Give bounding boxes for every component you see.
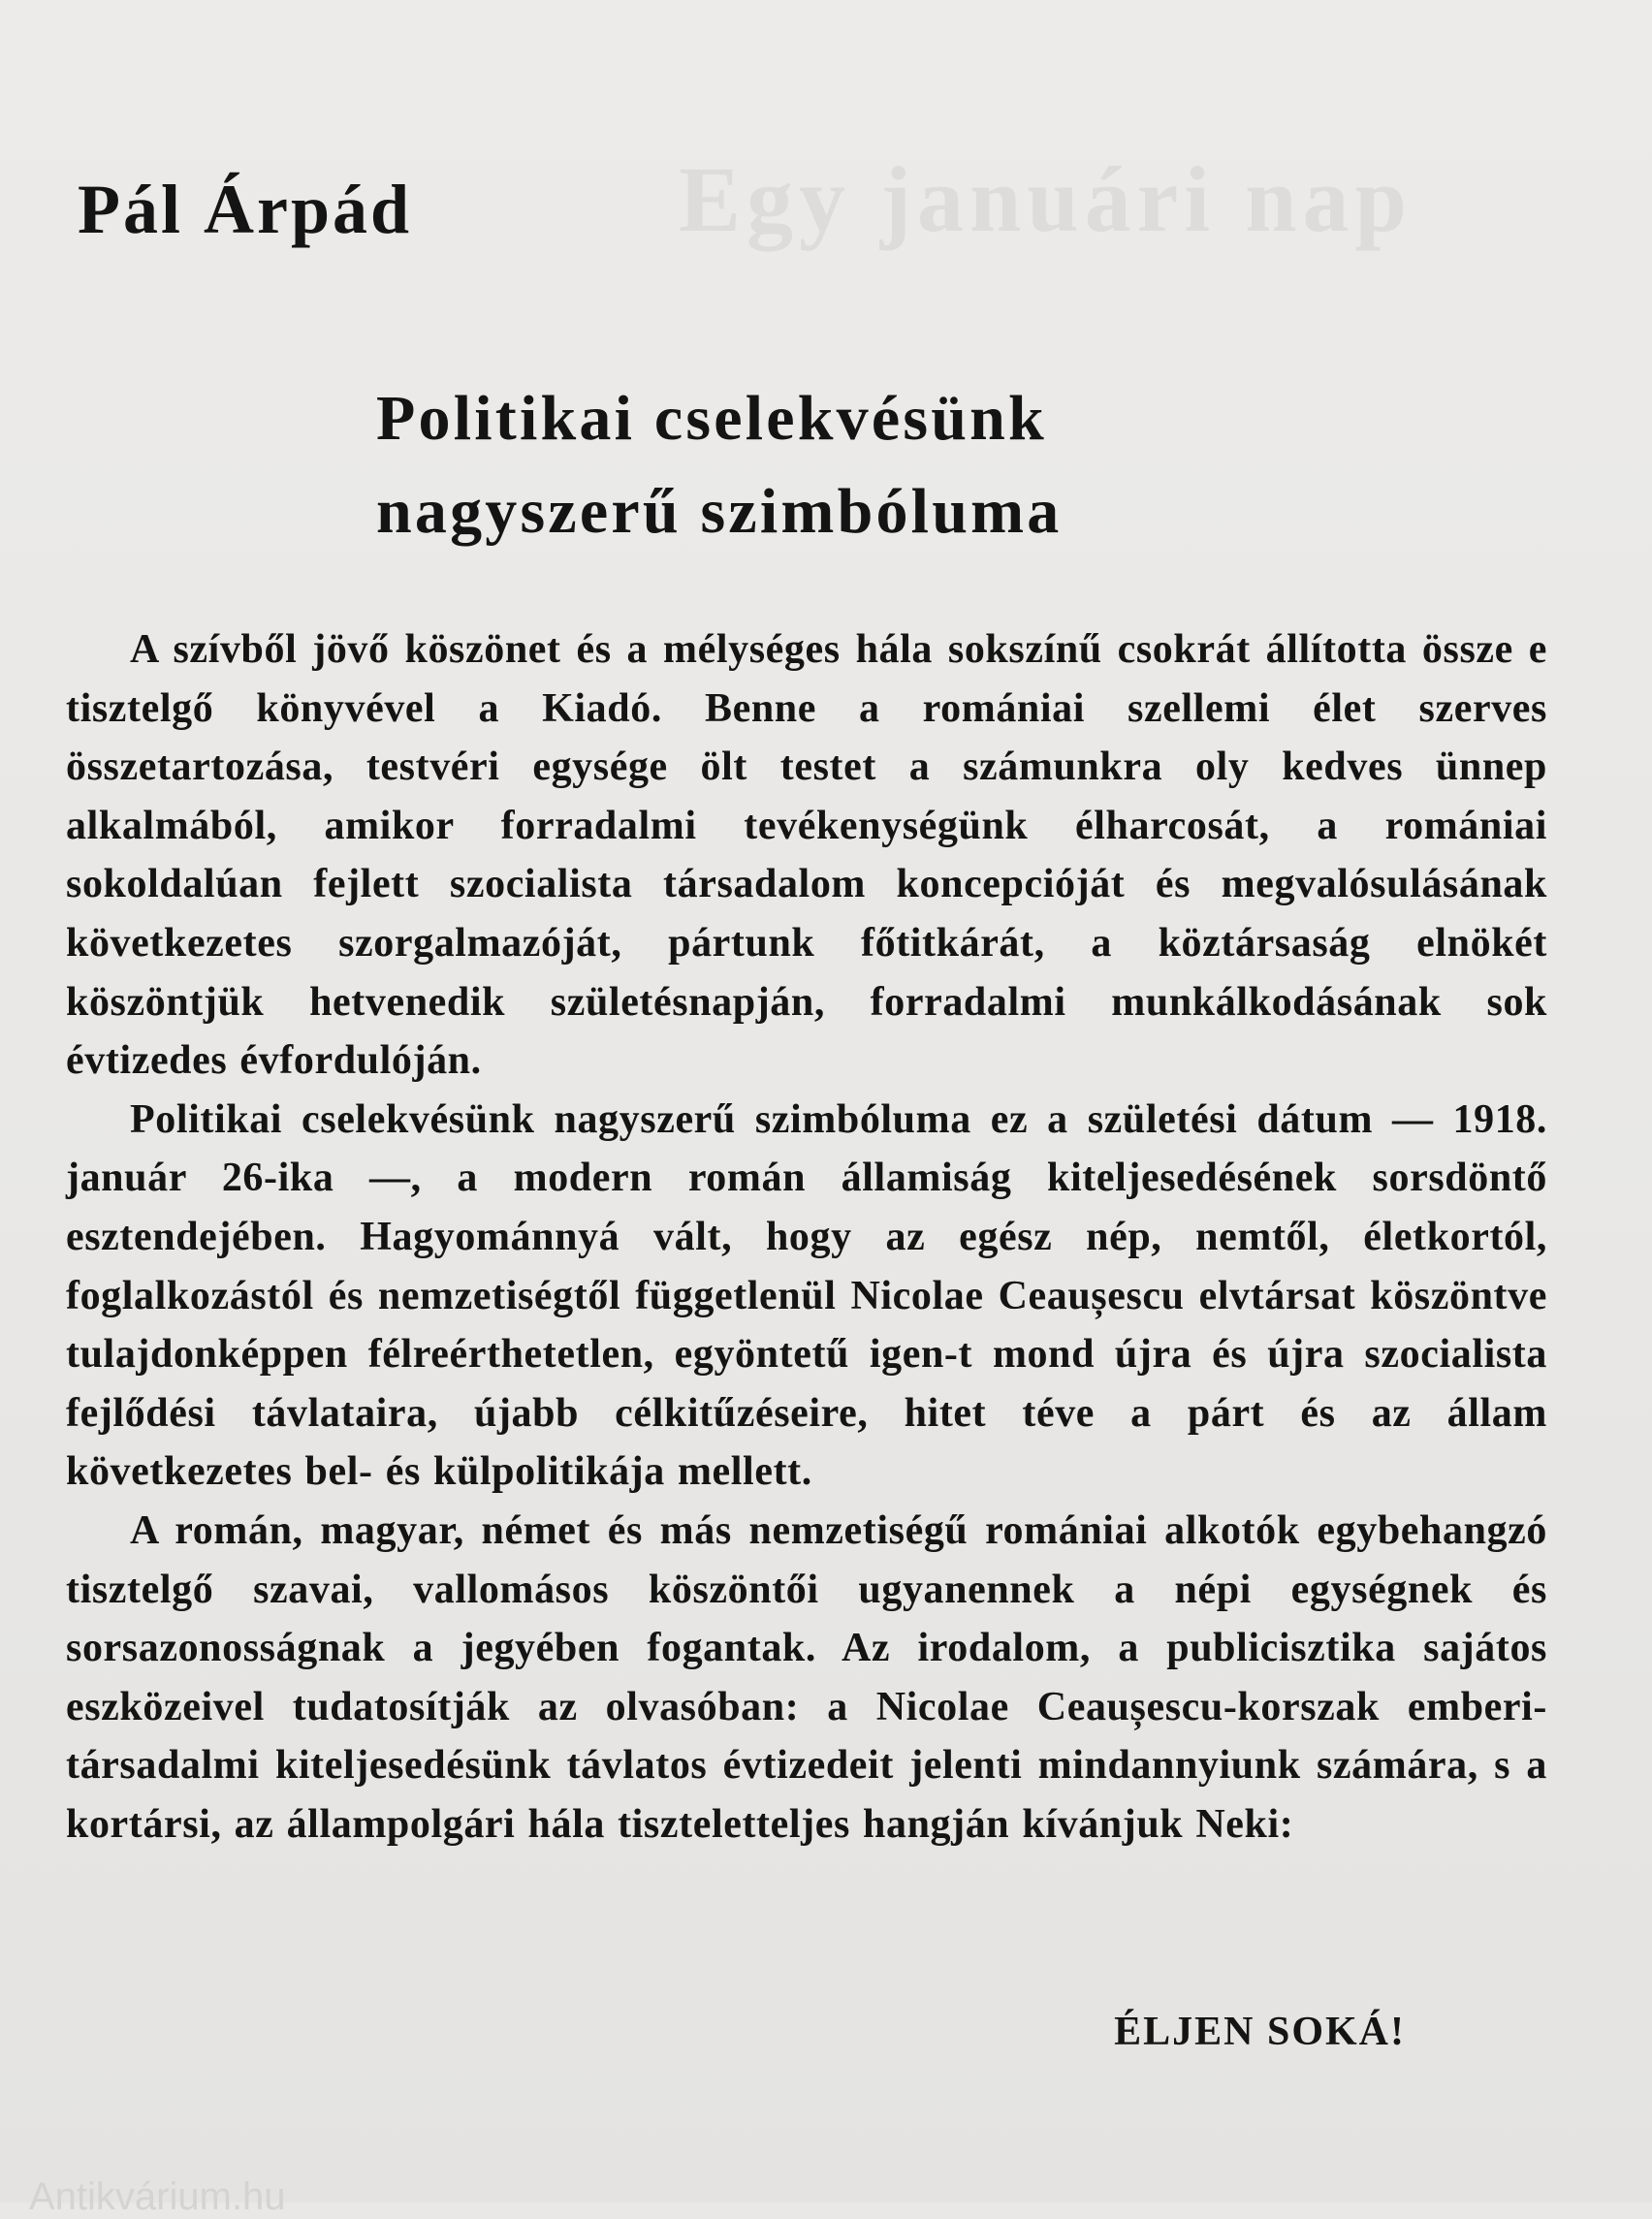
watermark: Antikvárium.hu [29,2175,286,2218]
article-body [66,620,1547,1854]
paragraph: A szívből jövő köszönet és a mélységes hála sokszínű csokrát állította össze e tisztelgő könyvével a Kiadó. Benne a romániai szellemi élet szerves összetartozása, testvéri egysége ölt testet a számunkra oly kedves ünnep alkalmából, amikor forradalmi tevékenységünk élharcosát, a romániai sokoldalúan fejlett szocialista társadalom koncepcióját és megvalósulásának következetes szorgalmazóját, pártunk főtitkárát, a köztársaság elnökét köszöntjük hetvenedik születésnapján, forradalmi munkálkodásának sok évtizedes évfordulóján. [66,627,1547,1084]
closing-exclamation: ÉLJEN SOKÁ! [1114,2010,1406,2054]
paragraph: A román, magyar, német és más nemzetiségű romániai alkotók egybehangzó tisztelgő szavai, vallomásos köszöntői ugyanennek a népi egységnek és sorsazonosságnak a jegyében fogantak. Az irodalom, a publicisztika sajátos eszközeivel tudatosítják az olvasóban: a Nicolae Ceaușescu-korszak emberi-társadalmi kiteljesedésünk távlatos évtizedeit jelenti mindannyiunk számára, s a kortársi, az állampolgári hála tiszteletteljes hangján kívánjuk Neki: [66,1507,1547,1847]
article-title [376,372,1063,558]
title-line: nagyszerű szimbóluma [376,476,1063,547]
title-line: Politikai cselekvésünk [376,383,1047,454]
bleed-through-text: Egy januári nap [679,147,1413,251]
author-name: Pál Árpád [78,171,413,248]
paragraph: Politikai cselekvésünk nagyszerű szimbóluma ez a születési dátum — 1918. január 26-ika —, a modern román államiság kiteljesedésének sorsdöntő esztendejében. Hagyománnyá vált, hogy az egész nép, nemtől, életkortól, foglalkozástól és nemzetiségtől függetlenül Nicolae Ceaușescu elvtársat köszöntve tulajdonképpen félreérthetetlen, egyöntetű igen-t mond újra és újra szocialista fejlődési távlataira, újabb célkitűzéseire, hitet téve a párt és az állam következetes bel- és külpolitikája mellett. [66,1096,1547,1495]
